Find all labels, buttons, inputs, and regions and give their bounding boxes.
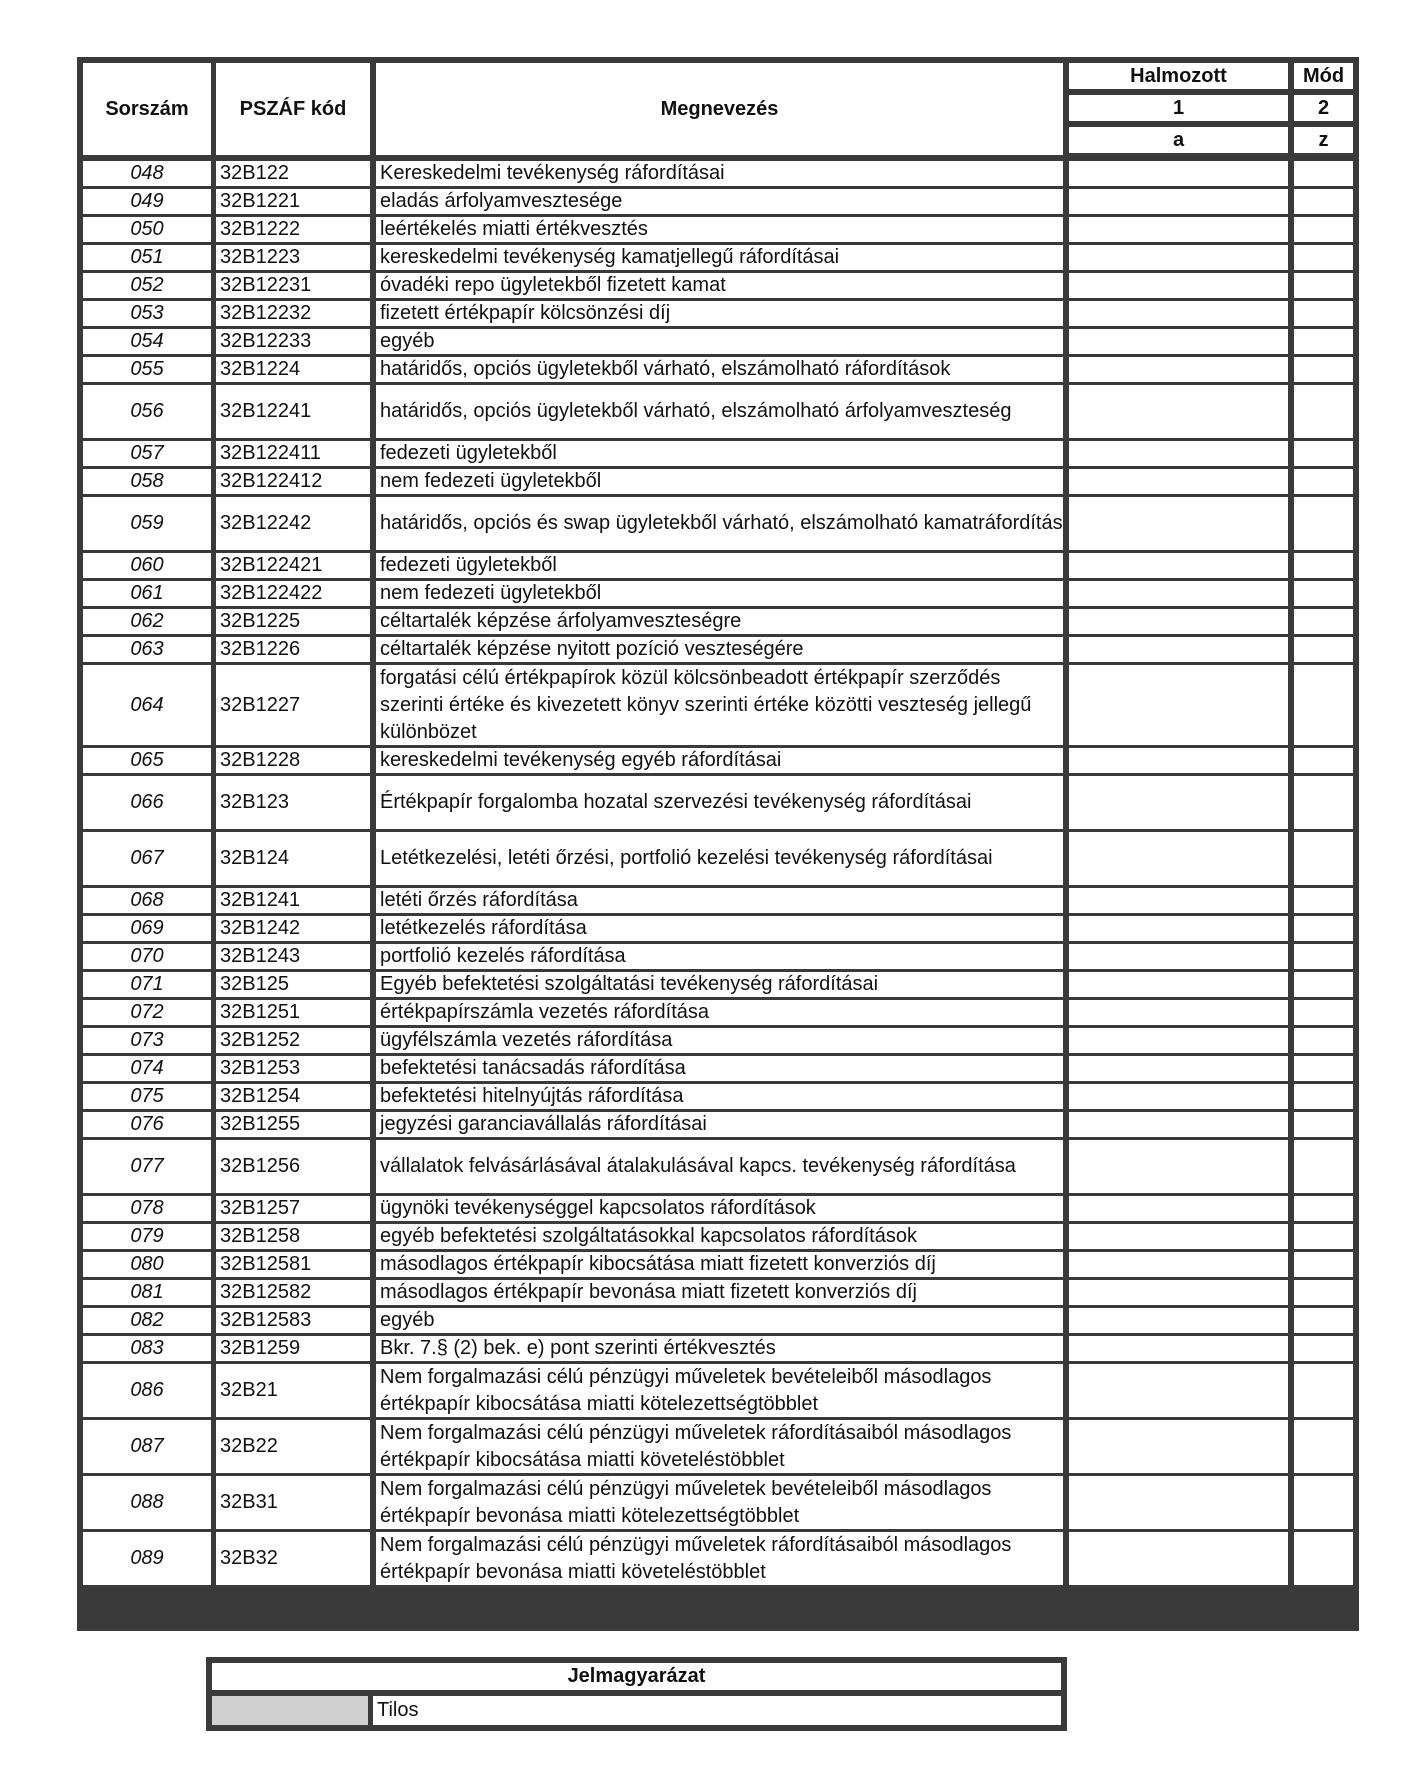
- row-pszaf-kod-cell: 32B1256: [216, 1140, 370, 1193]
- row-halmozott-input[interactable]: [1069, 1252, 1288, 1277]
- row-mod-input[interactable]: [1294, 301, 1353, 326]
- row-megnevezes-cell: nem fedezeti ügyletekből: [376, 469, 1063, 494]
- row-halmozott-input[interactable]: [1069, 301, 1288, 326]
- row-halmozott-input[interactable]: [1069, 1532, 1288, 1585]
- row-megnevezes-cell: kereskedelmi tevékenység egyéb ráfordításai: [376, 748, 1063, 773]
- row-halmozott-input[interactable]: [1069, 441, 1288, 466]
- row-sorszam-cell: 049: [83, 189, 211, 214]
- row-pszaf-kod-cell: 32B1257: [216, 1196, 370, 1221]
- row-mod-input[interactable]: [1294, 1308, 1353, 1333]
- row-sorszam-cell: 064: [83, 665, 211, 745]
- row-megnevezes-cell: befektetési tanácsadás ráfordítása: [376, 1056, 1063, 1081]
- row-halmozott-input[interactable]: [1069, 1224, 1288, 1249]
- row-megnevezes-cell: egyéb: [376, 1308, 1063, 1333]
- row-pszaf-kod-cell: 32B12232: [216, 301, 370, 326]
- row-megnevezes-cell: nem fedezeti ügyletekből: [376, 581, 1063, 606]
- row-sorszam-cell: 051: [83, 245, 211, 270]
- row-megnevezes-cell: óvadéki repo ügyletekből fizetett kamat: [376, 273, 1063, 298]
- header-halmozott: Halmozott: [1069, 63, 1288, 89]
- legend-title: Jelmagyarázat: [212, 1663, 1061, 1690]
- row-mod-input[interactable]: [1294, 609, 1353, 634]
- row-megnevezes-cell: letétkezelés ráfordítása: [376, 916, 1063, 941]
- row-megnevezes-cell: befektetési hitelnyújtás ráfordítása: [376, 1084, 1063, 1109]
- row-halmozott-input[interactable]: [1069, 217, 1288, 242]
- header-mod-number: 2: [1294, 95, 1353, 121]
- row-halmozott-input[interactable]: [1069, 1196, 1288, 1221]
- row-megnevezes-cell: ügynöki tevékenységgel kapcsolatos ráfordítások: [376, 1196, 1063, 1221]
- row-sorszam-cell: 052: [83, 273, 211, 298]
- row-megnevezes-cell: Kereskedelmi tevékenység ráfordításai: [376, 161, 1063, 186]
- row-halmozott-input[interactable]: [1069, 1028, 1288, 1053]
- row-megnevezes-cell: másodlagos értékpapír bevonása miatt fizetett konverziós díj: [376, 1280, 1063, 1305]
- row-pszaf-kod-cell: 32B31: [216, 1476, 370, 1529]
- row-mod-input[interactable]: [1294, 832, 1353, 885]
- row-megnevezes-cell: leértékelés miatti értékvesztés: [376, 217, 1063, 242]
- row-mod-input[interactable]: [1294, 469, 1353, 494]
- row-sorszam-cell: 082: [83, 1308, 211, 1333]
- row-megnevezes-cell: ügyfélszámla vezetés ráfordítása: [376, 1028, 1063, 1053]
- row-mod-input[interactable]: [1294, 972, 1353, 997]
- row-pszaf-kod-cell: 32B12233: [216, 329, 370, 354]
- row-megnevezes-cell: Értékpapír forgalomba hozatal szervezési tevékenység ráfordításai: [376, 776, 1063, 829]
- header-mod-letter: z: [1294, 127, 1353, 153]
- row-megnevezes-cell: határidős, opciós ügyletekből várható, elszámolható ráfordítások: [376, 357, 1063, 382]
- row-mod-input[interactable]: [1294, 748, 1353, 773]
- row-sorszam-cell: 055: [83, 357, 211, 382]
- row-megnevezes-cell: egyéb: [376, 329, 1063, 354]
- row-pszaf-kod-cell: 32B122421: [216, 553, 370, 578]
- row-halmozott-input[interactable]: [1069, 1308, 1288, 1333]
- row-sorszam-cell: 089: [83, 1532, 211, 1585]
- row-mod-input[interactable]: [1294, 1112, 1353, 1137]
- row-pszaf-kod-cell: 32B1222: [216, 217, 370, 242]
- row-sorszam-cell: 066: [83, 776, 211, 829]
- row-mod-input[interactable]: [1294, 888, 1353, 913]
- row-pszaf-kod-cell: 32B1243: [216, 944, 370, 969]
- row-mod-input[interactable]: [1294, 1532, 1353, 1585]
- row-pszaf-kod-cell: 32B1241: [216, 888, 370, 913]
- row-mod-input[interactable]: [1294, 1196, 1353, 1221]
- row-megnevezes-cell: fizetett értékpapír kölcsönzési díj: [376, 301, 1063, 326]
- row-mod-input[interactable]: [1294, 245, 1353, 270]
- row-sorszam-cell: 072: [83, 1000, 211, 1025]
- row-pszaf-kod-cell: 32B12581: [216, 1252, 370, 1277]
- row-pszaf-kod-cell: 32B1252: [216, 1028, 370, 1053]
- row-halmozott-input[interactable]: [1069, 832, 1288, 885]
- row-sorszam-cell: 075: [83, 1084, 211, 1109]
- row-sorszam-cell: 086: [83, 1364, 211, 1417]
- row-mod-input[interactable]: [1294, 1280, 1353, 1305]
- row-pszaf-kod-cell: 32B122: [216, 161, 370, 186]
- row-megnevezes-cell: Nem forgalmazási célú pénzügyi műveletek bevételeiből másodlagos értékpapír bevonása miatti kötelezettségtöbblet: [376, 1476, 1063, 1529]
- row-sorszam-cell: 057: [83, 441, 211, 466]
- row-mod-input[interactable]: [1294, 553, 1353, 578]
- row-sorszam-cell: 071: [83, 972, 211, 997]
- row-mod-input[interactable]: [1294, 329, 1353, 354]
- row-pszaf-kod-cell: 32B21: [216, 1364, 370, 1417]
- row-megnevezes-cell: portfolió kezelés ráfordítása: [376, 944, 1063, 969]
- row-pszaf-kod-cell: 32B1255: [216, 1112, 370, 1137]
- row-pszaf-kod-cell: 32B1224: [216, 357, 370, 382]
- row-pszaf-kod-cell: 32B12583: [216, 1308, 370, 1333]
- row-mod-input[interactable]: [1294, 637, 1353, 662]
- row-mod-input[interactable]: [1294, 161, 1353, 186]
- row-sorszam-cell: 063: [83, 637, 211, 662]
- row-mod-input[interactable]: [1294, 665, 1353, 745]
- row-halmozott-input[interactable]: [1069, 245, 1288, 270]
- row-mod-input[interactable]: [1294, 441, 1353, 466]
- row-halmozott-input[interactable]: [1069, 665, 1288, 745]
- row-halmozott-input[interactable]: [1069, 385, 1288, 438]
- row-mod-input[interactable]: [1294, 776, 1353, 829]
- row-pszaf-kod-cell: 32B22: [216, 1420, 370, 1473]
- row-pszaf-kod-cell: 32B1226: [216, 637, 370, 662]
- row-sorszam-cell: 062: [83, 609, 211, 634]
- row-mod-input[interactable]: [1294, 1028, 1353, 1053]
- row-mod-input[interactable]: [1294, 497, 1353, 550]
- row-megnevezes-cell: fedezeti ügyletekből: [376, 441, 1063, 466]
- header-mod: Mód: [1294, 63, 1353, 89]
- row-megnevezes-cell: fedezeti ügyletekből: [376, 553, 1063, 578]
- row-sorszam-cell: 076: [83, 1112, 211, 1137]
- form-table-grid: [83, 63, 1353, 1625]
- row-halmozott-input[interactable]: [1069, 1280, 1288, 1305]
- row-megnevezes-cell: Egyéb befektetési szolgáltatási tevékenység ráfordításai: [376, 972, 1063, 997]
- row-halmozott-input[interactable]: [1069, 776, 1288, 829]
- row-pszaf-kod-cell: 32B1227: [216, 665, 370, 745]
- row-mod-input[interactable]: [1294, 1336, 1353, 1361]
- row-halmozott-input[interactable]: [1069, 497, 1288, 550]
- row-megnevezes-cell: Nem forgalmazási célú pénzügyi műveletek ráfordításaiból másodlagos értékpapír kibocsátása miatti követeléstöbblet: [376, 1420, 1063, 1473]
- row-mod-input[interactable]: [1294, 189, 1353, 214]
- row-pszaf-kod-cell: 32B1251: [216, 1000, 370, 1025]
- row-halmozott-input[interactable]: [1069, 888, 1288, 913]
- row-halmozott-input[interactable]: [1069, 161, 1288, 186]
- row-sorszam-cell: 081: [83, 1280, 211, 1305]
- row-sorszam-cell: 054: [83, 329, 211, 354]
- row-halmozott-input[interactable]: [1069, 1000, 1288, 1025]
- row-halmozott-input[interactable]: [1069, 273, 1288, 298]
- row-halmozott-input[interactable]: [1069, 916, 1288, 941]
- row-megnevezes-cell: céltartalék képzése árfolyamveszteségre: [376, 609, 1063, 634]
- row-halmozott-input[interactable]: [1069, 1112, 1288, 1137]
- row-mod-input[interactable]: [1294, 385, 1353, 438]
- row-megnevezes-cell: céltartalék képzése nyitott pozíció veszteségére: [376, 637, 1063, 662]
- row-pszaf-kod-cell: 32B1258: [216, 1224, 370, 1249]
- row-pszaf-kod-cell: 32B125: [216, 972, 370, 997]
- row-halmozott-input[interactable]: [1069, 609, 1288, 634]
- row-sorszam-cell: 060: [83, 553, 211, 578]
- header-sorszam: Sorszám: [83, 63, 211, 155]
- row-pszaf-kod-cell: 32B12582: [216, 1280, 370, 1305]
- row-mod-input[interactable]: [1294, 1252, 1353, 1277]
- row-mod-input[interactable]: [1294, 357, 1353, 382]
- row-sorszam-cell: 053: [83, 301, 211, 326]
- row-megnevezes-cell: Nem forgalmazási célú pénzügyi műveletek bevételeiből másodlagos értékpapír kibocsátása miatti kötelezettségtöbblet: [376, 1364, 1063, 1417]
- row-halmozott-input[interactable]: [1069, 1140, 1288, 1193]
- row-sorszam-cell: 087: [83, 1420, 211, 1473]
- row-mod-input[interactable]: [1294, 1000, 1353, 1025]
- row-halmozott-input[interactable]: [1069, 1084, 1288, 1109]
- legend-tilos-swatch: [212, 1696, 368, 1725]
- row-halmozott-input[interactable]: [1069, 748, 1288, 773]
- row-sorszam-cell: 078: [83, 1196, 211, 1221]
- row-sorszam-cell: 050: [83, 217, 211, 242]
- row-halmozott-input[interactable]: [1069, 637, 1288, 662]
- row-megnevezes-cell: vállalatok felvásárlásával átalakulásával kapcs. tevékenység ráfordítása: [376, 1140, 1063, 1193]
- row-sorszam-cell: 065: [83, 748, 211, 773]
- header-pszaf-kod: PSZÁF kód: [216, 63, 370, 155]
- row-mod-input[interactable]: [1294, 916, 1353, 941]
- row-pszaf-kod-cell: 32B122411: [216, 441, 370, 466]
- row-megnevezes-cell: forgatási célú értékpapírok közül kölcsönbeadott értékpapír szerződés szerinti értéke és kivezetett könyv szerinti értéke közötti veszteség jellegű különbözet: [376, 665, 1063, 745]
- row-mod-input[interactable]: [1294, 273, 1353, 298]
- row-halmozott-input[interactable]: [1069, 581, 1288, 606]
- row-sorszam-cell: 058: [83, 469, 211, 494]
- row-halmozott-input[interactable]: [1069, 329, 1288, 354]
- row-pszaf-kod-cell: 32B1242: [216, 916, 370, 941]
- row-halmozott-input[interactable]: [1069, 1476, 1288, 1529]
- row-pszaf-kod-cell: 32B1259: [216, 1336, 370, 1361]
- row-pszaf-kod-cell: 32B122422: [216, 581, 370, 606]
- row-sorszam-cell: 067: [83, 832, 211, 885]
- row-sorszam-cell: 048: [83, 161, 211, 186]
- row-halmozott-input[interactable]: [1069, 1056, 1288, 1081]
- row-pszaf-kod-cell: 32B1225: [216, 609, 370, 634]
- header-megnevezes: Megnevezés: [376, 63, 1063, 155]
- legend-box: [206, 1657, 1067, 1731]
- row-pszaf-kod-cell: 32B1228: [216, 748, 370, 773]
- row-megnevezes-cell: kereskedelmi tevékenység kamatjellegű ráfordításai: [376, 245, 1063, 270]
- row-halmozott-input[interactable]: [1069, 553, 1288, 578]
- row-sorszam-cell: 074: [83, 1056, 211, 1081]
- row-mod-input[interactable]: [1294, 1056, 1353, 1081]
- row-halmozott-input[interactable]: [1069, 972, 1288, 997]
- row-megnevezes-cell: eladás árfolyamvesztesége: [376, 189, 1063, 214]
- row-mod-input[interactable]: [1294, 1140, 1353, 1193]
- row-pszaf-kod-cell: 32B1223: [216, 245, 370, 270]
- row-sorszam-cell: 080: [83, 1252, 211, 1277]
- row-sorszam-cell: 073: [83, 1028, 211, 1053]
- row-halmozott-input[interactable]: [1069, 944, 1288, 969]
- row-sorszam-cell: 061: [83, 581, 211, 606]
- row-mod-input[interactable]: [1294, 217, 1353, 242]
- row-sorszam-cell: 079: [83, 1224, 211, 1249]
- row-megnevezes-cell: Letétkezelési, letéti őrzési, portfolió kezelési tevékenység ráfordításai: [376, 832, 1063, 885]
- row-pszaf-kod-cell: 32B1254: [216, 1084, 370, 1109]
- row-megnevezes-cell: másodlagos értékpapír kibocsátása miatt fizetett konverziós díj: [376, 1252, 1063, 1277]
- row-pszaf-kod-cell: 32B124: [216, 832, 370, 885]
- row-pszaf-kod-cell: 32B12231: [216, 273, 370, 298]
- row-pszaf-kod-cell: 32B1253: [216, 1056, 370, 1081]
- row-halmozott-input[interactable]: [1069, 357, 1288, 382]
- row-sorszam-cell: 069: [83, 916, 211, 941]
- row-mod-input[interactable]: [1294, 1084, 1353, 1109]
- row-sorszam-cell: 077: [83, 1140, 211, 1193]
- header-halmozott-letter: a: [1069, 127, 1288, 153]
- row-mod-input[interactable]: [1294, 944, 1353, 969]
- row-halmozott-input[interactable]: [1069, 1364, 1288, 1417]
- row-pszaf-kod-cell: 32B1221: [216, 189, 370, 214]
- row-sorszam-cell: 056: [83, 385, 211, 438]
- row-pszaf-kod-cell: 32B12241: [216, 385, 370, 438]
- row-megnevezes-cell: jegyzési garanciavállalás ráfordításai: [376, 1112, 1063, 1137]
- row-megnevezes-cell: egyéb befektetési szolgáltatásokkal kapcsolatos ráfordítások: [376, 1224, 1063, 1249]
- row-mod-input[interactable]: [1294, 1224, 1353, 1249]
- row-mod-input[interactable]: [1294, 1476, 1353, 1529]
- header-halmozott-number: 1: [1069, 95, 1288, 121]
- row-sorszam-cell: 088: [83, 1476, 211, 1529]
- row-halmozott-input[interactable]: [1069, 189, 1288, 214]
- row-mod-input[interactable]: [1294, 1364, 1353, 1417]
- row-mod-input[interactable]: [1294, 1420, 1353, 1473]
- row-halmozott-input[interactable]: [1069, 1420, 1288, 1473]
- row-megnevezes-cell: határidős, opciós és swap ügyletekből várható, elszámolható kamatráfordítás: [376, 497, 1063, 550]
- row-halmozott-input[interactable]: [1069, 1336, 1288, 1361]
- row-sorszam-cell: 070: [83, 944, 211, 969]
- row-sorszam-cell: 059: [83, 497, 211, 550]
- row-pszaf-kod-cell: 32B12242: [216, 497, 370, 550]
- row-megnevezes-cell: Bkr. 7.§ (2) bek. e) pont szerinti értékvesztés: [376, 1336, 1063, 1361]
- row-megnevezes-cell: Nem forgalmazási célú pénzügyi műveletek ráfordításaiból másodlagos értékpapír bevonása miatti követeléstöbblet: [376, 1532, 1063, 1585]
- legend-tilos-label: Tilos: [373, 1696, 1061, 1725]
- row-halmozott-input[interactable]: [1069, 469, 1288, 494]
- row-sorszam-cell: 068: [83, 888, 211, 913]
- row-pszaf-kod-cell: 32B32: [216, 1532, 370, 1585]
- row-pszaf-kod-cell: 32B122412: [216, 469, 370, 494]
- row-pszaf-kod-cell: 32B123: [216, 776, 370, 829]
- row-mod-input[interactable]: [1294, 581, 1353, 606]
- row-megnevezes-cell: határidős, opciós ügyletekből várható, elszámolható árfolyamveszteség: [376, 385, 1063, 438]
- row-megnevezes-cell: letéti őrzés ráfordítása: [376, 888, 1063, 913]
- form-table: [77, 57, 1359, 1631]
- row-megnevezes-cell: értékpapírszámla vezetés ráfordítása: [376, 1000, 1063, 1025]
- row-sorszam-cell: 083: [83, 1336, 211, 1361]
